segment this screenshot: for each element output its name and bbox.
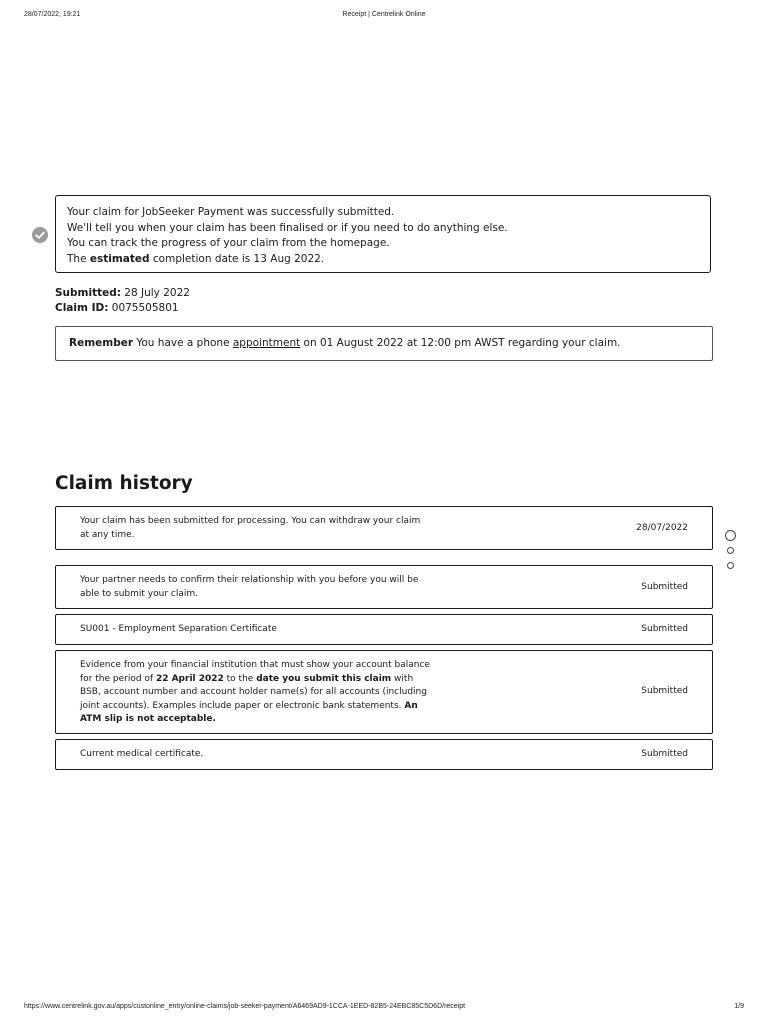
print-footer xyxy=(0,1003,768,1013)
claim-id: Claim ID: 0075505801 xyxy=(55,302,179,314)
print-datetime: 28/07/2022, 19:21 xyxy=(24,11,81,18)
history-row-description: Your partner needs to confirm their relationship with you before you will be able to submit your claim. xyxy=(80,575,419,599)
success-line-submitted: Your claim for JobSeeker Payment was successfully submitted. xyxy=(67,206,395,218)
estimated-label: estimated xyxy=(89,252,150,265)
history-row-description: Current medical certificate. xyxy=(80,749,204,759)
check-circle-icon xyxy=(32,227,48,243)
claim-history-title: Claim history xyxy=(55,473,193,494)
history-row-status: Submitted xyxy=(641,686,688,696)
success-message-box xyxy=(55,195,711,273)
history-row xyxy=(55,506,713,550)
reminder-box: Remember You have a phone appointment on 01 August 2022 at 12:00 pm AWST regarding your claim. xyxy=(55,326,713,361)
history-row-description: Evidence from your financial institution that must show your account balance for the period of 22 April 2022 to the date you submit this claim with BSB, account number and account holder name(s) for all accounts (including joint accounts). Examples include paper or electronic bank statements. An ATM slip is not acceptable. xyxy=(80,660,430,724)
history-row-description: SU001 - Employment Separation Certificate xyxy=(80,624,277,634)
print-page-title: Receipt | Centrelink Online xyxy=(342,11,426,18)
print-url: https://www.centrelink.gov.au/apps/custonline_entry/online-claims/job-seeker-payment/A6469AD9-1CCA-1EED-82B5-24EBC85C5D6D/receipt xyxy=(24,1003,466,1010)
history-row-description: Your claim has been submitted for processing. You can withdraw your claim at any time. xyxy=(80,516,421,540)
remember-label: Remember xyxy=(69,337,134,349)
appointment-link[interactable]: appointment xyxy=(232,337,301,349)
history-row-status: Submitted xyxy=(641,624,688,634)
print-page-number: 1/9 xyxy=(734,1003,744,1010)
timeline-dot-icon xyxy=(727,547,734,554)
timeline-dot-icon xyxy=(727,562,734,569)
timeline-dot-large-icon xyxy=(725,530,736,541)
submitted-date: Submitted: 28 July 2022 xyxy=(55,287,190,299)
history-row xyxy=(55,614,713,645)
success-line-track: You can track the progress of your claim from the homepage. xyxy=(67,237,390,249)
success-line-notify: We'll tell you when your claim has been finalised or if you need to do anything else. xyxy=(67,221,508,234)
history-row xyxy=(55,565,713,609)
history-row-status: 28/07/2022 xyxy=(636,523,688,533)
success-line-estimate: The estimated completion date is 13 Aug 2022. xyxy=(67,252,325,265)
history-row-status: Submitted xyxy=(641,582,688,592)
history-row xyxy=(55,650,713,734)
history-row xyxy=(55,739,713,770)
print-header xyxy=(0,11,768,21)
history-row-status: Submitted xyxy=(641,749,688,759)
